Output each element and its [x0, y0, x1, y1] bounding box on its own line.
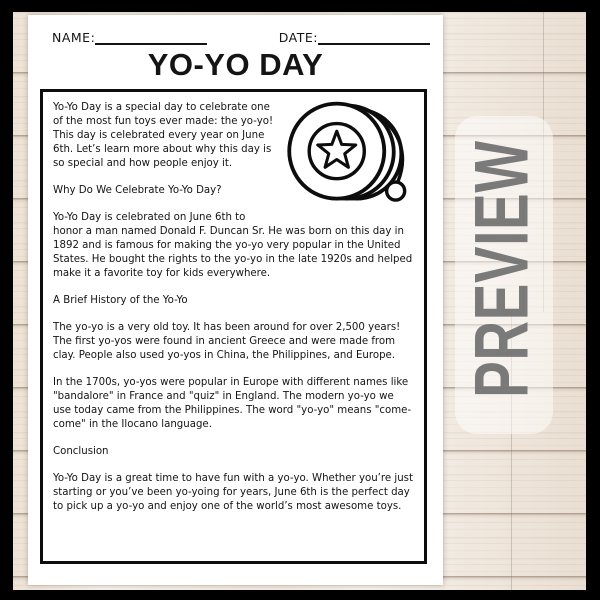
name-field	[52, 30, 207, 45]
wood-background	[13, 12, 586, 590]
date-field	[279, 30, 430, 45]
worksheet-page	[28, 15, 443, 585]
section-paragraph: Yo-Yo Day is celebrated on June 6th to honor a man named Donald F. Duncan Sr. He was born on this day in 1892 and is famous for making the yo-yo very popular in the United States. He bought the rights to the yo-yo in the late 1920s and helped make it a favorite toy for kids everywhere.	[53, 212, 413, 279]
section-paragraph: Yo-Yo Day is a great time to have fun with a yo-yo. Whether you’re just starting or you’ve been yo-yoing for years, June 6th is the perfect day to pick up a yo-yo and enjoy one of the world’s most awesome toys.	[53, 473, 413, 512]
yo-yo-icon	[284, 97, 418, 211]
section-heading-conclusion: Conclusion	[53, 446, 109, 457]
section-heading-why-celebrate: Why Do We Celebrate Yo-Yo Day?	[53, 185, 222, 196]
section-paragraph: The yo-yo is a very old toy. It has been around for over 2,500 years! The first yo-yos were found in ancient Greece and were made from clay. People also used yo-yos in China, the Philippines, and Europe.	[53, 322, 401, 361]
name-label: NAME:	[52, 30, 96, 45]
section-paragraph: In the 1700s, yo-yos were popular in Europe with different names like "bandalore" in France and "quiz" in England. The modern yo-yo we use today came from the Philippines. The word "yo-yo" means "come-come" in the Ilocano language.	[53, 377, 412, 430]
intro-paragraph: Yo-Yo Day is a special day to celebrate one of the most fun toys ever made: the yo-yo! This day is celebrated every year on June 6th. Let’s learn more about why this day is so special and how people enjoy it.	[53, 102, 274, 169]
date-label: DATE:	[278, 30, 318, 45]
header-fields	[52, 30, 430, 45]
section-heading-history: A Brief History of the Yo-Yo	[53, 295, 188, 306]
worksheet-title: YO-YO DAY	[147, 47, 324, 82]
date-input-line[interactable]	[318, 30, 430, 45]
reading-passage-box	[40, 89, 427, 564]
preview-watermark: PREVIEW	[459, 140, 545, 398]
name-input-line[interactable]	[95, 30, 207, 45]
